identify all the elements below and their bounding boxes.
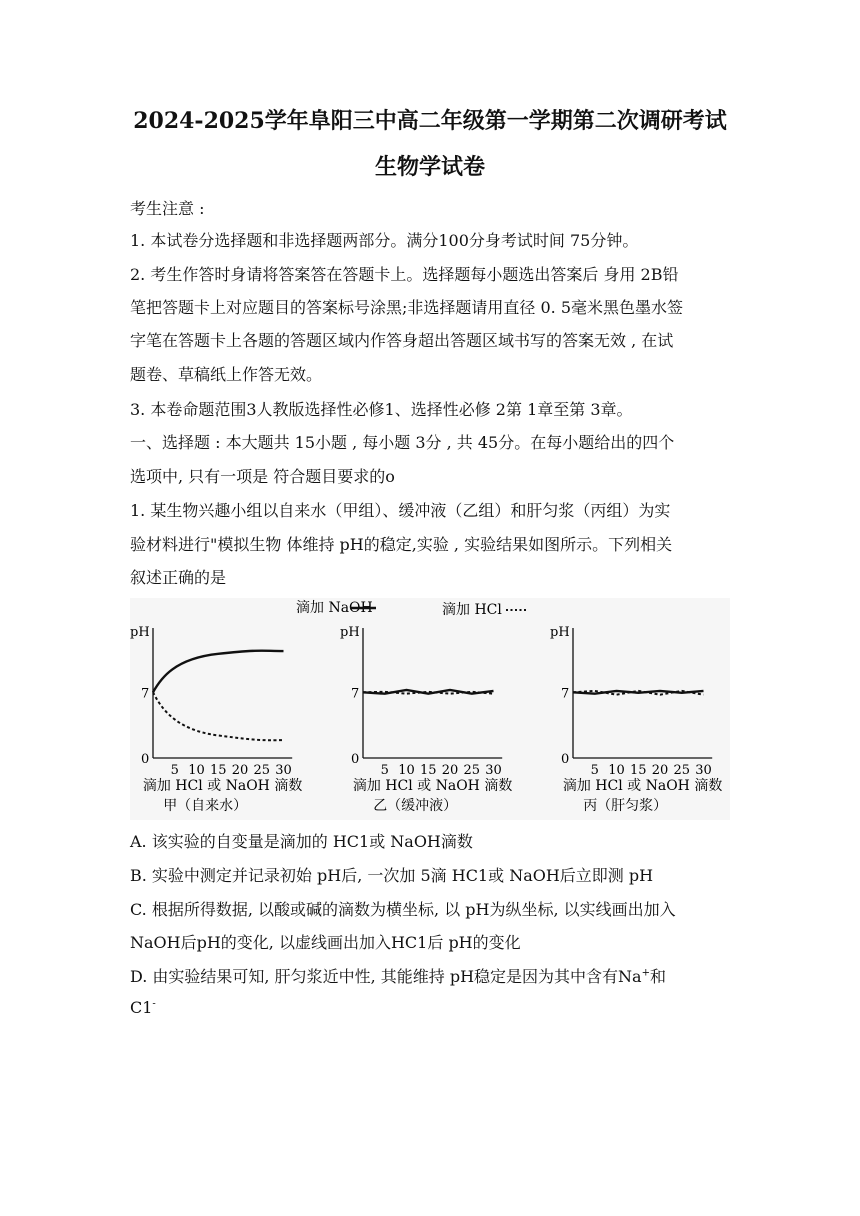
option-c: C. 根据所得数据, 以酸或碱的滴数为横坐标, 以 pH为纵坐标, 以实线画出加入 bbox=[130, 900, 676, 919]
hcl-series-line bbox=[153, 692, 284, 740]
ph-chart-svg bbox=[130, 598, 730, 820]
exam-title: 2024-2025学年阜阳三中高二年级第一学期第二次调研考试 bbox=[133, 108, 727, 134]
section-instruction: 选项中, 只有一项是 符合题目要求的o bbox=[130, 467, 395, 486]
y-tick-label: 0 bbox=[141, 752, 150, 767]
x-tick-label: 5 bbox=[590, 763, 599, 778]
option-d-ion: C1 bbox=[130, 998, 153, 1017]
question-stem: 1. 某生物兴趣小组以自来水（甲组）、缓冲液（乙组）和肝匀浆（丙组）为实 bbox=[130, 501, 671, 520]
x-tick-label: 15 bbox=[629, 763, 647, 778]
option-d-sup-minus: - bbox=[152, 998, 156, 1010]
x-tick-label: 20 bbox=[651, 763, 669, 778]
x-tick-label: 10 bbox=[188, 763, 205, 778]
x-tick-label: 25 bbox=[253, 763, 271, 778]
legend-naoh-label: 滴加 NaOH bbox=[296, 600, 373, 616]
panel-label: 乙（缓冲液） bbox=[373, 798, 458, 814]
x-tick-label: 5 bbox=[380, 763, 389, 778]
y-tick-label: 0 bbox=[351, 752, 360, 767]
question-stem: 叙述正确的是 bbox=[130, 568, 227, 587]
option-a: A. 该实验的自变量是滴加的 HC1或 NaOH滴数 bbox=[130, 832, 473, 851]
x-tick-label: 30 bbox=[695, 763, 712, 778]
option-d-continued bbox=[130, 998, 156, 1017]
y-tick-label: 7 bbox=[351, 686, 360, 702]
y-tick-label: 7 bbox=[561, 686, 570, 702]
y-axis-label: pH bbox=[550, 625, 570, 640]
notice-heading: 考生注意 : bbox=[130, 199, 205, 218]
notice-item: 2. 考生作答时身请将答案答在答题卡上。选择题每小题选出答案后 身用 2B铅 bbox=[130, 265, 679, 284]
notice-item: 笔把答题卡上对应题目的答案标号涂黑;非选择题请用直径 0. 5毫米黑色墨水签 bbox=[130, 298, 684, 317]
x-tick-label: 25 bbox=[463, 763, 481, 778]
x-axis-label: 滴加 HCl 或 NaOH 滴数 bbox=[352, 778, 513, 794]
legend-hcl-label: 滴加 HCl bbox=[442, 602, 502, 618]
exam-subtitle: 生物学试卷 bbox=[374, 154, 485, 180]
x-tick-label: 15 bbox=[209, 763, 227, 778]
x-tick-label: 5 bbox=[170, 763, 179, 778]
notice-item: 题卷、草稿纸上作答无效。 bbox=[130, 365, 323, 384]
ph-figure bbox=[130, 598, 730, 820]
x-tick-label: 30 bbox=[275, 763, 292, 778]
x-tick-label: 30 bbox=[485, 763, 502, 778]
x-tick-label: 10 bbox=[608, 763, 625, 778]
section-instruction: 一、选择题 : 本大题共 15小题 , 每小题 3分 , 共 45分。在每小题给出的四个 bbox=[130, 433, 675, 452]
x-tick-label: 20 bbox=[441, 763, 459, 778]
option-d-and: 和 bbox=[650, 967, 667, 986]
option-b: B. 实验中测定并记录初始 pH后, 一次加 5滴 HC1或 NaOH后立即测 pH bbox=[130, 866, 654, 885]
y-axis-label: pH bbox=[340, 625, 360, 640]
x-tick-label: 10 bbox=[398, 763, 415, 778]
x-tick-label: 25 bbox=[673, 763, 691, 778]
option-c-continued: NaOH后pH的变化, 以虚线画出加入HC1后 pH的变化 bbox=[130, 933, 521, 952]
y-axis-label: pH bbox=[130, 625, 150, 640]
option-d-text: D. 由实验结果可知, 肝匀浆近中性, 其能维持 pH稳定是因为其中含有Na bbox=[130, 967, 642, 986]
x-tick-label: 20 bbox=[231, 763, 249, 778]
x-tick-label: 15 bbox=[419, 763, 437, 778]
option-d-sup-plus: + bbox=[641, 967, 650, 979]
panel-label: 丙（肝匀浆） bbox=[583, 798, 668, 814]
notice-item: 3. 本卷命题范围3人教版选择性必修1、选择性必修 2第 1章至第 3章。 bbox=[130, 400, 633, 419]
y-tick-label: 0 bbox=[561, 752, 570, 767]
panel-label: 甲（自来水） bbox=[163, 798, 248, 814]
y-tick-label: 7 bbox=[141, 686, 150, 702]
x-axis-label: 滴加 HCl 或 NaOH 滴数 bbox=[562, 778, 723, 794]
notice-item: 1. 本试卷分选择题和非选择题两部分。满分100分身考试时间 75分钟。 bbox=[130, 231, 639, 250]
notice-item: 字笔在答题卡上各题的答题区域内作答身超出答题区域书写的答案无效 , 在试 bbox=[130, 331, 674, 350]
option-d bbox=[130, 964, 666, 987]
naoh-series-line bbox=[153, 651, 284, 693]
x-axis-label: 滴加 HCl 或 NaOH 滴数 bbox=[142, 778, 303, 794]
question-stem: 验材料进行"模拟生物 体维持 pH的稳定,实验 , 实验结果如图所示。下列相关 bbox=[130, 535, 673, 554]
